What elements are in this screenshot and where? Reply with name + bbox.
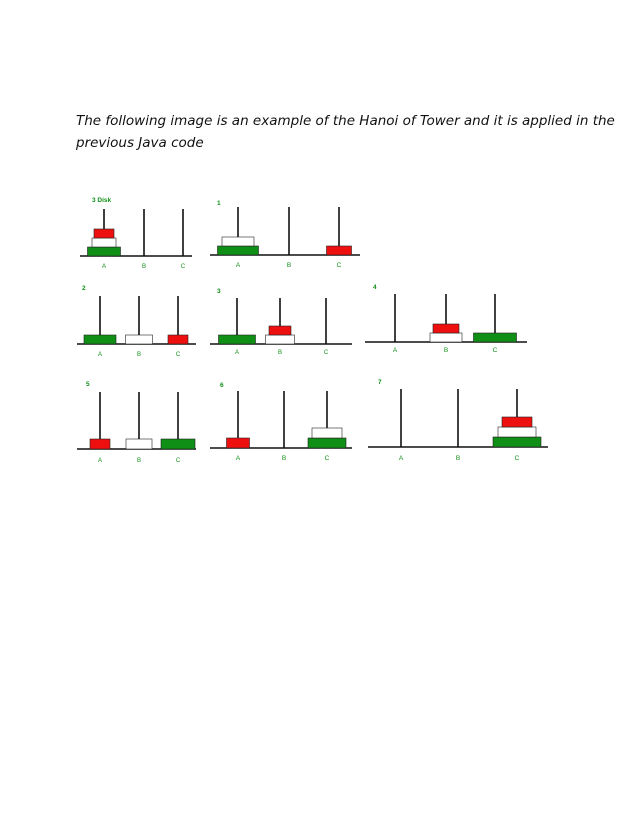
step-8-disk-large [493,437,541,447]
step-3-disk-medium [126,335,153,344]
step-7-disk-medium [312,428,342,438]
step-3-label: 2 [82,285,86,292]
step-5-disk-small [433,324,459,333]
step-1-disk-small [94,229,114,238]
step-5-peg-label-a: A [392,347,398,354]
step-8-disk-medium [498,427,536,437]
step-6-disk-large [161,439,195,449]
step-3-disk-large [84,335,116,344]
caption-line-2: previous Java code [76,135,204,151]
step-1-label: 3 Disk [92,197,112,204]
step-5-disk-large [474,333,517,342]
step-8-peg-label-b: B [455,455,461,462]
step-8-peg-label-a: A [398,455,404,462]
step-6-disk-medium [126,439,152,449]
step-7-peg-label-a: A [235,455,241,462]
step-1-peg-label-c: C [180,264,186,270]
step-7-disk-small [227,438,250,448]
step-1-disk-large [88,247,121,256]
step-6-disk-small [90,439,110,449]
step-4-peg-label-c: C [323,350,329,356]
step-2-peg-label-a: A [235,262,241,269]
step-4-disk-medium [266,335,295,344]
step-8-label: 7 [378,379,382,386]
step-5-label: 4 [373,284,377,291]
step-1-peg-label-b: B [141,264,147,270]
step-3-peg-label-c: C [175,352,181,358]
step-6-peg-label-c: C [175,458,181,464]
step-4-label: 3 [217,288,221,295]
step-7-peg-label-c: C [324,455,330,462]
step-7-peg-label-b: B [281,455,287,462]
step-6-peg-label-a: A [97,458,103,464]
step-3-peg-label-a: A [97,352,103,358]
step-2-disk-small [327,246,352,255]
step-5-peg-label-b: B [443,347,449,354]
step-6-peg-label-b: B [136,458,142,464]
step-8-disk-small [502,417,532,427]
step-4-peg-label-a: A [234,350,240,356]
step-2-disk-large [218,246,259,255]
step-7-disk-large [308,438,346,448]
step-4-peg-label-b: B [277,350,283,356]
step-2-peg-label-b: B [286,262,292,269]
step-2-peg-label-c: C [336,262,342,269]
step-6-label: 5 [86,381,90,388]
step-3-disk-small [168,335,188,344]
caption-line-1: The following image is an example of the Hanoi of Tower and it is applied in the [76,113,615,129]
step-4-disk-small [269,326,291,335]
step-8-peg-label-c: C [514,455,520,462]
step-2-disk-medium [222,237,254,246]
step-3-peg-label-b: B [136,352,142,358]
step-5-disk-medium [430,333,462,342]
step-7-label: 6 [220,382,224,389]
step-5-peg-label-c: C [492,347,498,354]
step-1-disk-medium [92,238,116,247]
step-1-peg-label-a: A [101,264,107,270]
step-4-disk-large [219,335,256,344]
step-2-label: 1 [217,200,221,207]
